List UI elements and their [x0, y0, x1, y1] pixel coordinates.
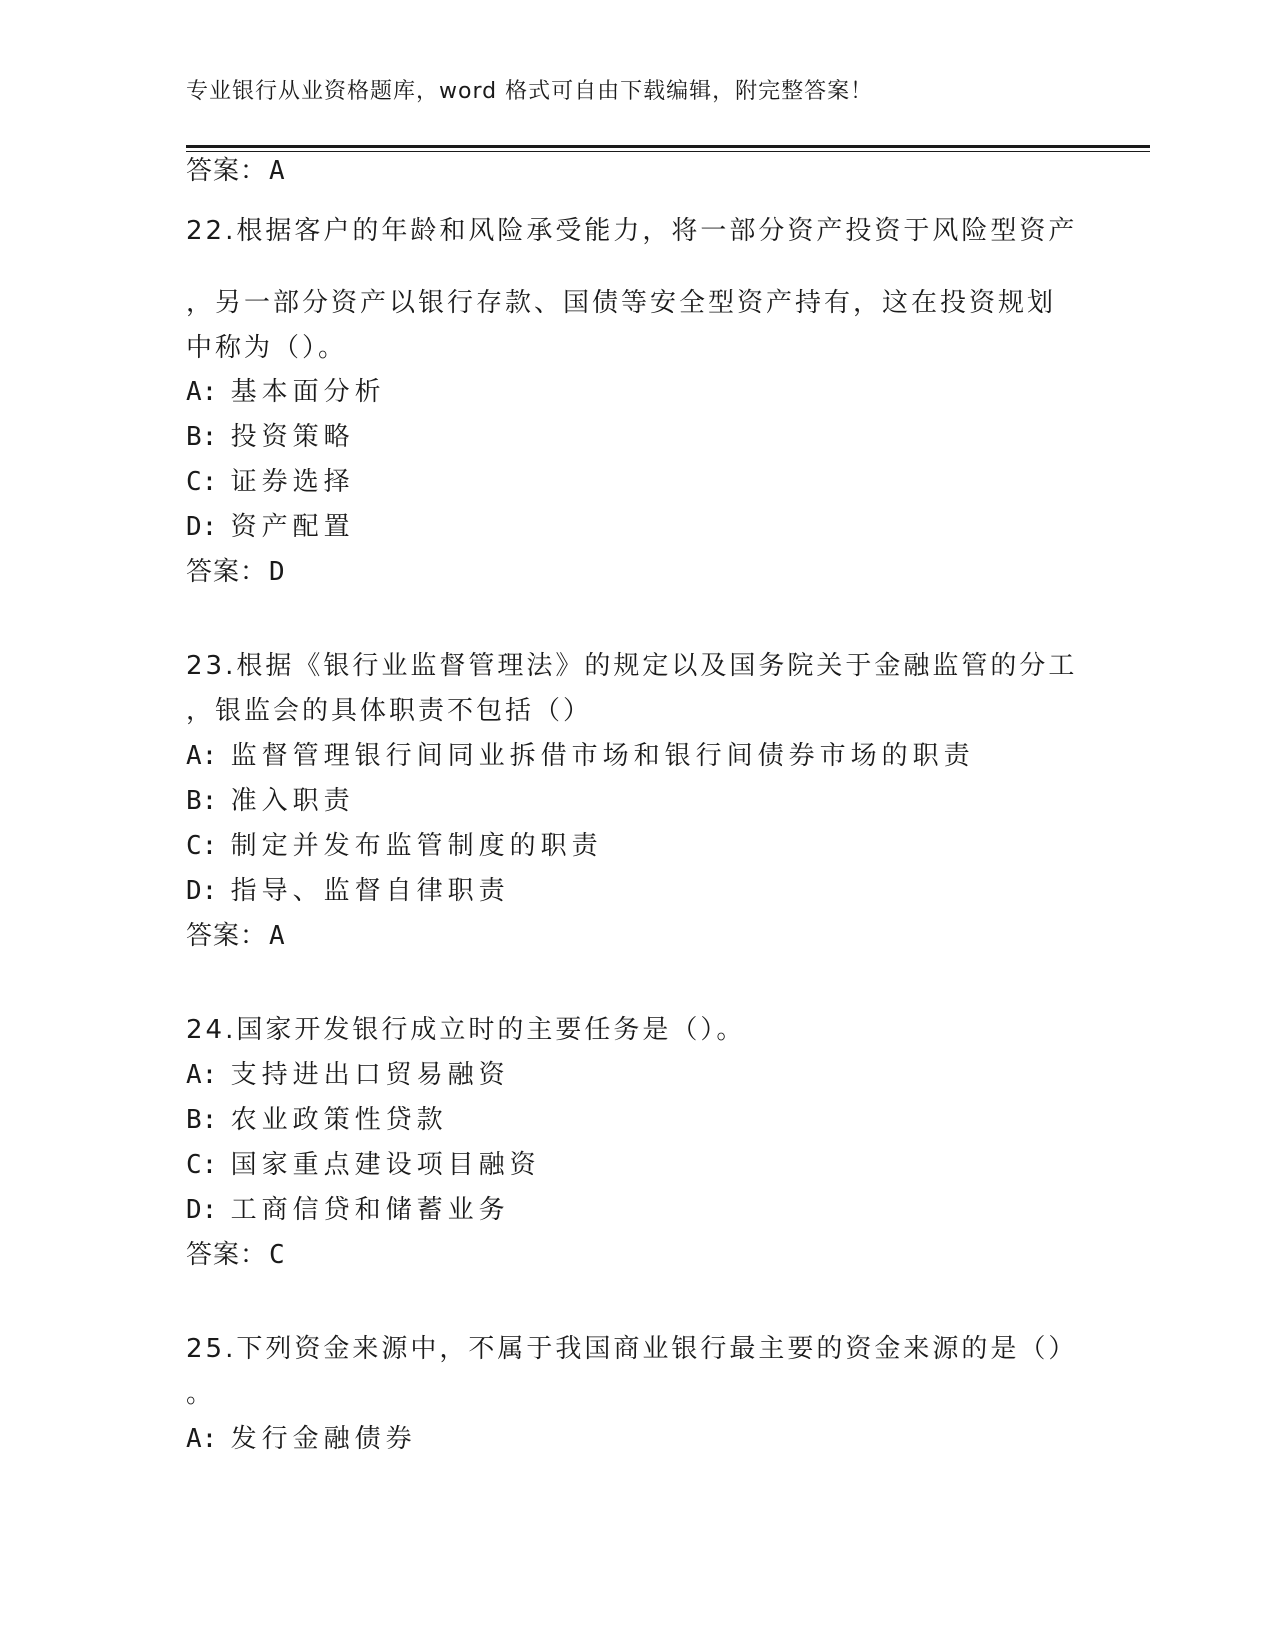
- option-letter: B:: [186, 422, 218, 452]
- option-text: 制定并发布监管制度的职责: [230, 831, 603, 861]
- question-23-option-b: [186, 784, 355, 818]
- question-23-line-1: 23.根据《银行业监督管理法》的规定以及国务院关于金融监管的分工: [186, 651, 1078, 681]
- option-letter: C:: [186, 467, 218, 497]
- option-letter: A:: [186, 1424, 218, 1454]
- option-text: 发行金融债券: [230, 1424, 417, 1454]
- answer-label: 答案：: [186, 921, 268, 951]
- option-letter: B:: [186, 1105, 218, 1135]
- answer-value: C: [269, 1240, 286, 1270]
- option-text: 证券选择: [230, 467, 355, 497]
- question-22-option-b: [186, 420, 355, 454]
- option-text: 支持进出口贸易融资: [230, 1060, 510, 1090]
- question-24-option-a: [186, 1058, 510, 1092]
- question-22-option-d: [186, 510, 355, 544]
- question-24-option-b: [186, 1103, 448, 1137]
- option-text: 工商信贷和储蓄业务: [230, 1195, 510, 1225]
- question-24-answer: [186, 1238, 286, 1272]
- option-text: 基本面分析: [230, 377, 386, 407]
- question-22-line-3: 中称为（）。: [186, 333, 348, 363]
- question-25-line-2: 。: [186, 1379, 216, 1409]
- option-letter: A:: [186, 377, 218, 407]
- option-letter: D:: [186, 1195, 218, 1225]
- option-letter: B:: [186, 786, 218, 816]
- question-23-option-d: [186, 874, 510, 908]
- option-text: 资产配置: [230, 512, 355, 542]
- option-letter: D:: [186, 512, 218, 542]
- question-23-line-2: ，银监会的具体职责不包括（）: [186, 696, 593, 726]
- question-22-line-1: 22.根据客户的年龄和风险承受能力，将一部分资产投资于风险型资产: [186, 216, 1078, 246]
- question-24-option-c: [186, 1148, 541, 1182]
- answer-line: [186, 154, 286, 188]
- question-23-option-c: [186, 829, 603, 863]
- option-text: 指导、监督自律职责: [230, 876, 510, 906]
- question-24-option-d: [186, 1193, 510, 1227]
- option-letter: D:: [186, 876, 218, 906]
- question-23-option-a: [186, 739, 975, 773]
- option-text: 国家重点建设项目融资: [230, 1150, 541, 1180]
- question-22-option-c: [186, 465, 355, 499]
- option-text: 投资策略: [230, 422, 355, 452]
- answer-value: D: [269, 557, 286, 587]
- answer-label: 答案：: [186, 156, 268, 186]
- question-22-answer: [186, 555, 286, 589]
- question-25-option-a: [186, 1422, 417, 1456]
- option-letter: C:: [186, 831, 218, 861]
- answer-label: 答案：: [186, 1240, 268, 1270]
- answer-label: 答案：: [186, 557, 268, 587]
- option-text: 准入职责: [230, 786, 355, 816]
- question-25-line-1: 25.下列资金来源中，不属于我国商业银行最主要的资金来源的是（）: [186, 1334, 1078, 1364]
- header-rule-thick: [186, 145, 1150, 148]
- header-rule-thin: [186, 151, 1150, 152]
- question-24-line-1: 24.国家开发银行成立时的主要任务是（）。: [186, 1015, 746, 1045]
- question-23-answer: [186, 919, 286, 953]
- option-letter: A:: [186, 741, 218, 771]
- option-text: 农业政策性贷款: [230, 1105, 448, 1135]
- option-letter: A:: [186, 1060, 218, 1090]
- option-text: 监督管理银行间同业拆借市场和银行间债券市场的职责: [230, 741, 975, 771]
- answer-value: A: [269, 921, 286, 951]
- question-22-line-2: ，另一部分资产以银行存款、国债等安全型资产持有，这在投资规划: [186, 288, 1057, 318]
- question-22-option-a: [186, 375, 386, 409]
- option-letter: C:: [186, 1150, 218, 1180]
- answer-value: A: [269, 156, 286, 186]
- page-header: 专业银行从业资格题库，word 格式可自由下载编辑，附完整答案！: [186, 79, 874, 104]
